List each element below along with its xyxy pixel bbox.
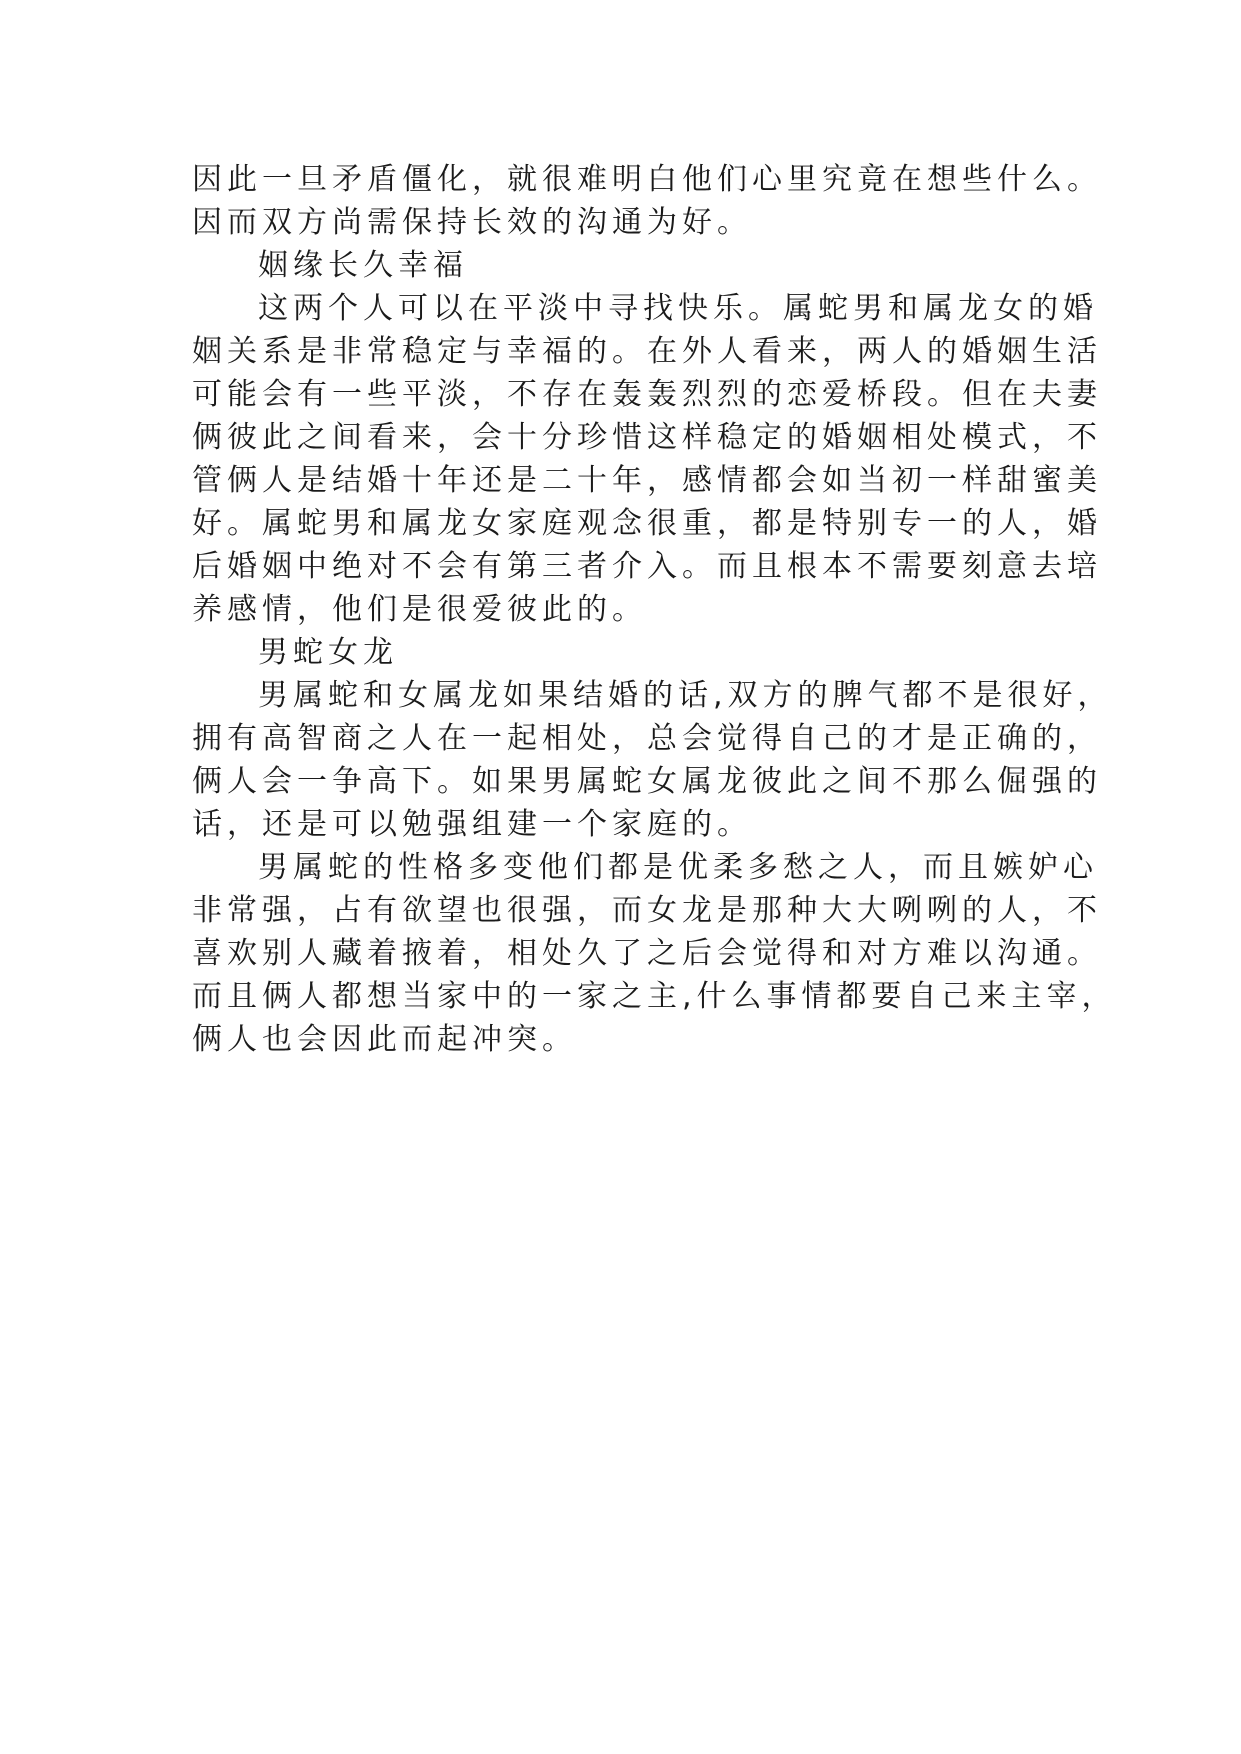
section-heading: 男蛇女龙	[258, 635, 398, 670]
text-line: 后婚姻中绝对不会有第三者介入。而且根本不需要刻意去培	[192, 549, 1102, 584]
text-line: 姻关系是非常稳定与幸福的。在外人看来，两人的婚姻生活	[192, 334, 1102, 369]
paragraph-marriage-happiness	[192, 287, 1102, 631]
text-line: 非常强，占有欲望也很强，而女龙是那种大大咧咧的人，不	[192, 893, 1102, 928]
paragraph-personality	[192, 846, 1117, 1061]
text-line: 俩人会一争高下。如果男属蛇女属龙彼此之间不那么倔强的	[192, 764, 1102, 799]
text-line: 话，还是可以勉强组建一个家庭的。	[192, 807, 752, 842]
text-line: 男属蛇和女属龙如果结婚的话,双方的脾气都不是很好，	[258, 678, 1113, 713]
text-line: 拥有高智商之人在一起相处，总会觉得自己的才是正确的，	[192, 721, 1102, 756]
section-heading: 姻缘长久幸福	[258, 248, 468, 283]
text-line: 而且俩人都想当家中的一家之主,什么事情都要自己来主宰，	[192, 979, 1117, 1014]
text-line: 因此一旦矛盾僵化，就很难明白他们心里究竟在想些什么。	[192, 162, 1102, 197]
text-line: 养感情，他们是很爱彼此的。	[192, 592, 647, 627]
text-line: 俩彼此之间看来，会十分珍惜这样稳定的婚姻相处模式，不	[192, 420, 1102, 455]
heading-marriage-happiness	[192, 244, 1054, 287]
text-line: 这两个人可以在平淡中寻找快乐。属蛇男和属龙女的婚	[258, 291, 1098, 326]
document-body	[192, 158, 1117, 1061]
text-line: 喜欢别人藏着掖着，相处久了之后会觉得和对方难以沟通。	[192, 936, 1102, 971]
text-line: 可能会有一些平淡，不存在轰轰烈烈的恋爱桥段。但在夫妻	[192, 377, 1102, 412]
text-line: 管俩人是结婚十年还是二十年，感情都会如当初一样甜蜜美	[192, 463, 1102, 498]
text-line: 好。属蛇男和属龙女家庭观念很重，都是特别专一的人，婚	[192, 506, 1102, 541]
paragraph-intro-tail	[192, 158, 1102, 244]
paragraph-temperament	[192, 674, 1113, 846]
text-line: 男属蛇的性格多变他们都是优柔多愁之人，而且嫉妒心	[258, 850, 1098, 885]
heading-male-snake-female-dragon	[192, 631, 1054, 674]
text-line: 因而双方尚需保持长效的沟通为好。	[192, 205, 752, 240]
text-line: 俩人也会因此而起冲突。	[192, 1022, 577, 1057]
